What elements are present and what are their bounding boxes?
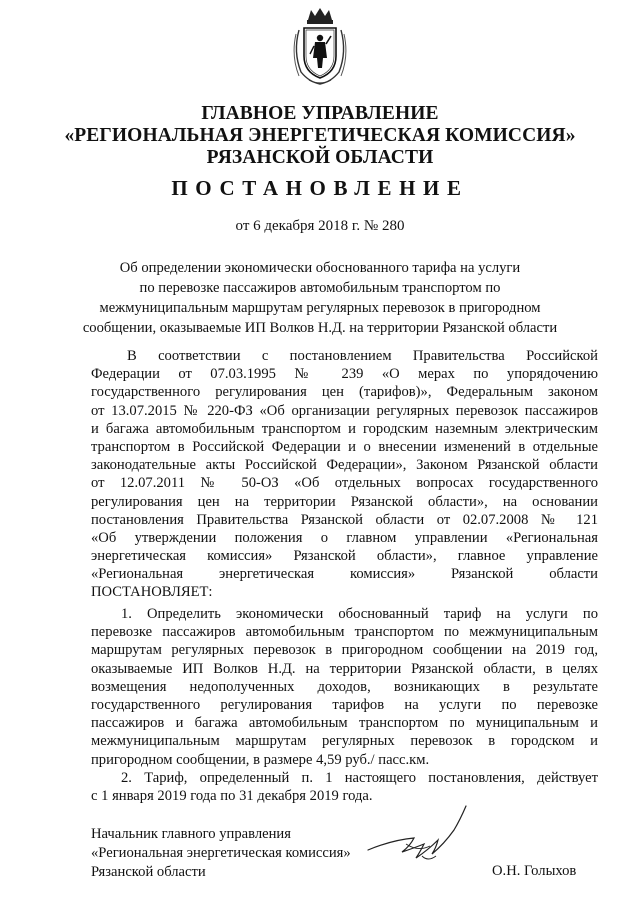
item-1-line: пригородном сообщении, в размере 4,59 руб./ пасс.км. [91, 751, 430, 768]
signatory-position [91, 825, 351, 882]
preamble-line: «Региональная энергетическая комиссия» Рязанской области [91, 566, 598, 583]
document-date-number: от 6 декабря 2018 г. № 280 [235, 218, 405, 234]
coat-of-arms-icon [291, 6, 349, 86]
subject-line: Об определении экономически обоснованного тарифа на услуги [119, 260, 521, 276]
preamble-line: законодательные акты Российской Федерации», Законом Рязанской области [91, 457, 598, 474]
organization-line-2: «РЕГИОНАЛЬНАЯ ЭНЕРГЕТИЧЕСКАЯ КОМИССИЯ» [64, 125, 576, 146]
item-2-line: с 1 января 2019 года по 31 декабря 2019 года. [91, 788, 373, 805]
signatory-name: О.Н. Голыхов [492, 863, 577, 879]
preamble-line: «Об утверждении положения о главном управлении «Региональная [91, 529, 598, 546]
preamble-line: энергетическая комиссия» Рязанской области», главное управление [91, 548, 598, 565]
item-1-line: оказываемые ИП Волков Н.Д. на территории Рязанской области, в целях [91, 660, 598, 677]
signatory-position-line: Рязанской области [91, 864, 206, 880]
document-type-title: ПОСТАНОВЛЕНИЕ [171, 176, 469, 200]
preamble-line: государственного регулирования цен (тарифов)», Федеральным законом [91, 384, 598, 401]
organization-name [0, 102, 640, 172]
preamble-line: регулирования цен на территории Рязанской области», на основании [91, 493, 598, 510]
preamble-paragraph [91, 347, 598, 602]
resolution-keyword: ПОСТАНОВЛЯЕТ: [91, 584, 213, 601]
item-1-line: перевозке пассажиров автомобильным транспортом по межмуниципальным [91, 624, 598, 641]
preamble-line: В соответствии с постановлением Правительства Российской [127, 348, 598, 364]
item-2-paragraph [91, 769, 598, 805]
preamble-line: от 12.07.2011 № 50-ОЗ «Об отдельных вопросах государственного [91, 475, 598, 492]
item-1-line: 1. Определить экономически обоснованный тариф на услуги по [121, 606, 598, 622]
item-1-line: межмуниципальным маршрутам регулярных перевозок в городском и [91, 733, 598, 750]
subject-line: сообщении, оказываемые ИП Волков Н.Д. на территории Рязанской области [82, 320, 558, 336]
preamble-line: от 13.07.2015 № 220-ФЗ «Об организации регулярных перевозок пассажиров [91, 402, 598, 419]
preamble-line: постановления Правительства Рязанской области от 02.07.2008 № 121 [91, 511, 598, 528]
organization-line-1: ГЛАВНОЕ УПРАВЛЕНИЕ [201, 103, 439, 124]
item-1-line: государственного регулирования тарифов на услуги по перевозке [91, 696, 598, 713]
preamble-line: и багажа автомобильным транспортом и городским наземным электрическим [91, 420, 598, 437]
subject-line: по перевозке пассажиров автомобильным транспортом по [139, 280, 501, 296]
subject-line: межмуниципальным маршрутам регулярных перевозок в пригородном [99, 300, 541, 316]
preamble-line: Федерации от 07.03.1995 № 239 «О мерах по упорядочению [91, 366, 598, 383]
document-subject [0, 258, 640, 338]
preamble-line: транспортом в Российской Федерации и о внесении изменений в отдельные [91, 438, 598, 455]
signatory-position-line: «Региональная энергетическая комиссия» [91, 845, 351, 861]
item-1-line: возмещения недополученных доходов, возникающих в результате [91, 678, 598, 695]
signatory-position-line: Начальник главного управления [91, 826, 291, 842]
item-1-line: маршрутам регулярных перевозок в пригородном сообщении на 2019 год, [91, 642, 598, 659]
organization-line-3: РЯЗАНСКОЙ ОБЛАСТИ [206, 147, 434, 168]
item-2-line: 2. Тариф, определенный п. 1 настоящего постановления, действует [121, 770, 598, 786]
item-1-paragraph [91, 605, 598, 769]
handwritten-signature [362, 800, 472, 870]
item-1-line: пассажиров и багажа автомобильным транспортом по муниципальным и [91, 715, 598, 732]
